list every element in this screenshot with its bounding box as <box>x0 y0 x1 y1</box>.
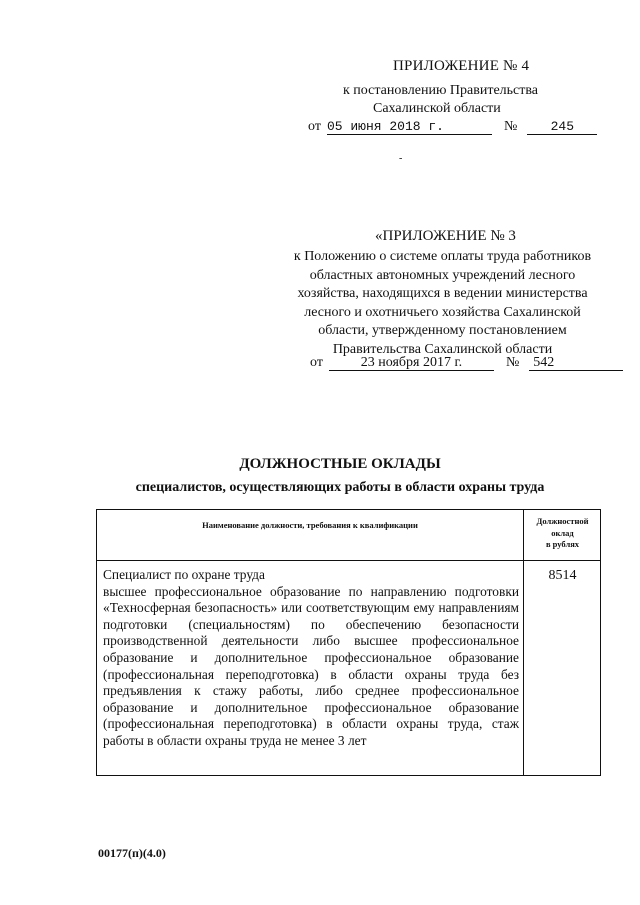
appendix-4-title: ПРИЛОЖЕНИЕ № 4 <box>393 58 530 74</box>
document-subtitle: специалистов, осуществляющих работы в области охраны труда <box>135 480 545 495</box>
appendix-3-title: «ПРИЛОЖЕНИЕ № 3 <box>375 228 516 244</box>
salary-table <box>96 509 601 776</box>
decree-date: 05 июня 2018 г. <box>327 119 492 135</box>
appendix-3-text <box>270 248 615 359</box>
regulation-date: 23 ноября 2017 г. <box>329 355 494 371</box>
decree-number: 245 <box>527 119 597 135</box>
column-header-position: Наименование должности, требования к квалификации <box>202 520 418 530</box>
position-name: Специалист по охране труда <box>103 567 265 582</box>
regulation-number: 542 <box>529 355 623 371</box>
appendix-3-line: Правительства Сахалинской области <box>332 341 553 357</box>
speck: - <box>399 153 403 164</box>
appendix-4-date-row <box>308 119 597 135</box>
position-requirements: высшее профессиональное образование по направлению подготовки «Техносферная безопасность» или соответствующим ему направлениям подготовки (специальностям) по обеспечению безопасности производственной деятельности либо высшее профессиональное образование и дополнительное профессиональное образование (профессиональная переподготовка) в области охраны труда без предъявления к стажу работы, либо среднее профессиональное образование и дополнительное профессиональное образование (профессиональная переподготовка) в области охраны труда, стаж работы в области охраны труда не менее 3 лет <box>103 583 519 748</box>
appendix-3-line: лесного и охотничьего хозяйства Сахалинской <box>304 304 581 320</box>
appendix-3-line: хозяйства, находящихся в ведении министерства <box>297 286 588 301</box>
appendix-3-line: к Положению о системе оплаты труда работников <box>293 249 592 264</box>
document-title: ДОЛЖНОСТНЫЕ ОКЛАДЫ <box>239 456 441 472</box>
column-header-salary-line: в рублях <box>545 539 580 549</box>
column-header-salary <box>524 516 601 551</box>
from-label: от <box>310 355 323 370</box>
form-code: 00177(п)(4.0) <box>98 846 166 860</box>
number-label: № <box>503 119 518 134</box>
number-label: № <box>505 355 520 370</box>
appendix-3-line: области, утвержденному постановлением <box>318 323 567 338</box>
column-header-salary-line: Должностной <box>536 516 589 526</box>
appendix-4-line-2: Сахалинской области <box>373 101 501 116</box>
from-label: от <box>308 119 321 134</box>
column-header-salary-line: оклад <box>551 527 574 538</box>
appendix-4-line-1: к постановлению Правительства <box>343 83 539 98</box>
salary-value: 8514 <box>548 568 577 583</box>
header-divider <box>97 560 600 561</box>
appendix-3-date-row <box>310 355 623 371</box>
position-cell <box>103 567 519 750</box>
appendix-3-line: областных автономных учреждений лесного <box>309 267 576 283</box>
